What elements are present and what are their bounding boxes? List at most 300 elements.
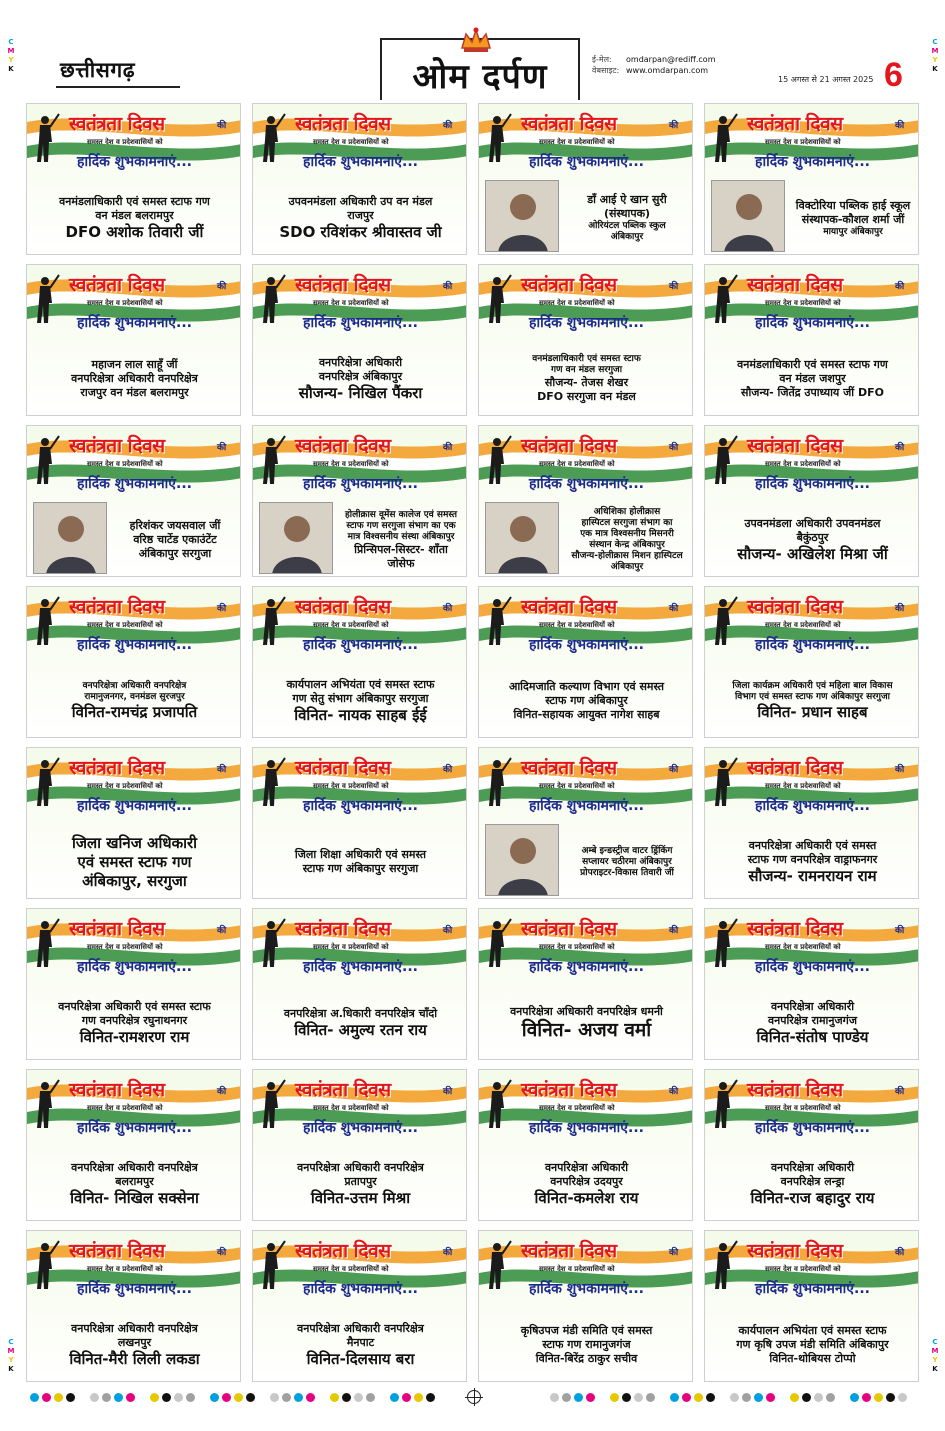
card-title: स्वतंत्रता दिवस — [69, 113, 165, 135]
card-title: स्वतंत्रता दिवस — [295, 1079, 391, 1101]
card-subtitle: समस्त देश व प्रदेशवासियों को — [539, 138, 615, 146]
cmyk-marker-top-right: C M Y K — [931, 38, 939, 73]
card-message-line: वनमंडलाधिकारी एवं समस्त स्टाफ गण — [737, 358, 888, 371]
card-message-line: सौजन्य- रामनरायन राम — [748, 866, 877, 885]
card-title-suffix: की — [895, 1087, 905, 1097]
card-message — [705, 343, 919, 415]
color-dot — [742, 1393, 751, 1402]
card-wish: हार्दिक शुभकामनाएं... — [303, 798, 418, 814]
card-title-suffix: की — [895, 443, 905, 453]
card-subtitle: समस्त देश व प्रदेशवासियों को — [313, 1265, 389, 1273]
card-subtitle: समस्त देश व प्रदेशवासियों को — [765, 943, 841, 951]
card-message-line: वनमंडलाधिकारी एवं समस्त स्टाफ गण — [59, 194, 210, 208]
card-message-line: विनित-राज बहादुर राय — [750, 1188, 875, 1207]
card-message-line: वनपरिक्षेत्रा अधिकारी वनपरिक्षेत्र — [71, 1160, 198, 1174]
card-title-suffix: की — [669, 121, 679, 131]
color-dot — [186, 1393, 195, 1402]
card-message-line: महाजन लाल साहूँ जीं — [91, 358, 178, 371]
card-message-line: गण सेतु संभाग अंबिकापुर सरगुजा — [292, 691, 429, 705]
card-message — [479, 343, 693, 415]
card-title-suffix: की — [669, 443, 679, 453]
card-message — [705, 826, 919, 898]
card-wish: हार्दिक शुभकामनाएं... — [755, 637, 870, 653]
card-subtitle: समस्त देश व प्रदेशवासियों को — [765, 299, 841, 307]
card-subtitle: समस्त देश व प्रदेशवासियों को — [765, 460, 841, 468]
card-title: स्वतंत्रता दिवस — [69, 596, 165, 618]
card-title: स्वतंत्रता दिवस — [521, 918, 617, 940]
card-title: स्वतंत्रता दिवस — [69, 1240, 165, 1262]
card-title-suffix: की — [443, 282, 453, 292]
color-dot — [610, 1393, 619, 1402]
card-message — [705, 1148, 919, 1220]
cmyk-marker-bottom-left: C M Y K — [7, 1338, 15, 1373]
card-title-suffix: की — [217, 1087, 227, 1097]
card-message — [27, 826, 241, 898]
card-message-line: वनपरिक्षेत्रा अधिकारी वनपरिक्षेत्र — [82, 680, 187, 691]
card-subtitle: समस्त देश व प्रदेशवासियों को — [765, 782, 841, 790]
card-title: स्वतंत्रता दिवस — [747, 596, 843, 618]
card-message-line: विनित-दिलसाय बरा — [306, 1349, 415, 1368]
greeting-card — [252, 747, 467, 899]
card-message-line: वनपरिक्षेत्र अंबिकापुर — [318, 369, 403, 383]
card-message — [27, 987, 241, 1059]
card-message-line: गण वनपरिक्षेत्र रघुनाथनगर — [81, 1013, 188, 1027]
card-title: स्वतंत्रता दिवस — [747, 435, 843, 457]
card-title-suffix: की — [217, 765, 227, 775]
card-title-suffix: की — [669, 1087, 679, 1097]
card-message-line: SDO रविशंकर श्रीवास्तव जी — [279, 222, 442, 241]
card-message-line: DFO सरगुजा वन मंडल — [537, 390, 636, 403]
card-subtitle: समस्त देश व प्रदेशवासियों को — [313, 299, 389, 307]
card-title-suffix: की — [443, 926, 453, 936]
state-name: छत्तीसगढ़ — [60, 58, 136, 82]
color-dot — [210, 1393, 219, 1402]
card-subtitle: समस्त देश व प्रदेशवासियों को — [87, 1265, 163, 1273]
card-subtitle: समस्त देश व प्रदेशवासियों को — [87, 138, 163, 146]
card-wish: हार्दिक शुभकामनाएं... — [77, 154, 192, 170]
card-title: स्वतंत्रता दिवस — [295, 435, 391, 457]
color-dot — [898, 1393, 907, 1402]
color-dot — [826, 1393, 835, 1402]
card-subtitle: समस्त देश व प्रदेशवासियों को — [539, 782, 615, 790]
color-dot — [306, 1393, 315, 1402]
color-dot — [886, 1393, 895, 1402]
card-message-line: जिला कार्यक्रम अधिकारी एवं महिला बाल विकास — [732, 680, 893, 691]
color-dot — [634, 1393, 643, 1402]
card-message-line: अंबिकापुर सरगुजा — [138, 547, 212, 560]
card-message-line: वनमंडलाधिकारी एवं समस्त स्टाफ — [532, 354, 641, 364]
card-title-suffix: की — [895, 121, 905, 131]
card-title: स्वतंत्रता दिवस — [521, 596, 617, 618]
card-message-line: राजपुर वन मंडल बलरामपुर — [80, 386, 189, 399]
card-wish: हार्दिक शुभकामनाएं... — [529, 476, 644, 492]
card-message-line: वनपरिक्षेत्रा अधिकारी एवं समस्त स्टाफ — [58, 999, 211, 1013]
color-dot — [102, 1393, 111, 1402]
card-message-line: वनपरिक्षेत्रा अधिकारी एवं समस्त — [748, 838, 877, 852]
greeting-card — [26, 747, 241, 899]
card-message-line: स्टाफ गण अंबिकापुर — [545, 694, 628, 707]
color-dot — [790, 1393, 799, 1402]
card-wish: हार्दिक शुभकामनाएं... — [755, 315, 870, 331]
greeting-card — [704, 586, 919, 738]
card-message-line: वनपरिक्षेत्र उदयपुर — [550, 1174, 623, 1188]
card-title-suffix: की — [443, 443, 453, 453]
crown-logo-icon — [456, 26, 496, 54]
card-message — [705, 504, 919, 576]
card-message — [253, 182, 467, 254]
card-subtitle: समस्त देश व प्रदेशवासियों को — [539, 1104, 615, 1112]
card-title: स्वतंत्रता दिवस — [747, 1240, 843, 1262]
card-message-line: कार्यपालन अभियंता एवं समस्त स्टाफ — [738, 1324, 887, 1337]
card-message-line: स्टाफ गण रामानुजगंज — [542, 1338, 631, 1351]
card-wish: हार्दिक शुभकामनाएं... — [529, 1120, 644, 1136]
color-dot — [402, 1393, 411, 1402]
card-title-suffix: की — [895, 282, 905, 292]
card-message-line: विनित-रामचंद्र प्रजापति — [71, 702, 198, 721]
card-message — [479, 1148, 693, 1220]
card-message-line: विनित- प्रधान साहब — [757, 702, 868, 721]
card-title-suffix: की — [669, 1248, 679, 1258]
card-message-line: विक्टोरिया पब्लिक हाई स्कूल — [795, 198, 911, 212]
greeting-card — [252, 425, 467, 577]
card-message-line: सौजन्य- तेजस शेखर — [544, 376, 629, 389]
card-subtitle: समस्त देश व प्रदेशवासियों को — [765, 621, 841, 629]
greeting-card — [26, 908, 241, 1060]
card-subtitle: समस्त देश व प्रदेशवासियों को — [87, 299, 163, 307]
card-message-line: सौजन्य- निखिल पैंकरा — [298, 383, 423, 402]
greeting-card — [252, 908, 467, 1060]
card-wish: हार्दिक शुभकामनाएं... — [303, 1281, 418, 1297]
card-message — [253, 987, 467, 1059]
card-message-line: स्टाफ गण वनपरिक्षेत्र वाड्राफनगर — [747, 852, 878, 866]
card-message-line: अम्बे इन्डस्ट्रीज वाटर ड्रिंकिंग — [581, 845, 673, 856]
card-message-line: वनपरिक्षेत्रा अधिकारी वनपरिक्षेत्र धमनी — [510, 1005, 663, 1018]
greeting-card — [26, 103, 241, 255]
card-message-line: विनित-बिरेंद्र ठाकुर सचीव — [535, 1352, 638, 1365]
card-message — [337, 504, 465, 576]
card-wish: हार्दिक शुभकामनाएं... — [529, 798, 644, 814]
card-wish: हार्दिक शुभकामनाएं... — [529, 637, 644, 653]
greeting-card — [26, 586, 241, 738]
card-message-line: बलरामपुर — [115, 1174, 154, 1188]
card-message-line: आदिमजाति कल्याण विभाग एवं समस्त — [508, 680, 665, 693]
color-dot — [366, 1393, 375, 1402]
card-message — [563, 504, 691, 576]
card-message-line: राजपुर — [347, 208, 374, 222]
card-message — [789, 182, 917, 254]
color-dot — [586, 1393, 595, 1402]
card-message — [253, 1309, 467, 1381]
card-message-line: वनपरिक्षेत्र लन्ड्रा — [780, 1174, 845, 1188]
color-dot — [730, 1393, 739, 1402]
card-subtitle: समस्त देश व प्रदेशवासियों को — [87, 460, 163, 468]
card-message-line: बैकुंठपुर — [796, 530, 829, 544]
card-message — [253, 665, 467, 737]
card-message-line: DFO अशोक तिवारी जीं — [65, 222, 204, 241]
card-message-line: वरिष्ठ चार्टेड एकाउंटेंट — [133, 533, 217, 546]
card-title: स्वतंत्रता दिवस — [747, 1079, 843, 1101]
card-wish: हार्दिक शुभकामनाएं... — [303, 154, 418, 170]
card-message — [27, 1309, 241, 1381]
color-dot — [150, 1393, 159, 1402]
card-message-line: स्टाफ गण सरगुजा संभाग का एक — [346, 520, 456, 531]
greeting-card — [252, 264, 467, 416]
color-dot — [574, 1393, 583, 1402]
card-message-line: अधिशिका होलीक्रास — [593, 507, 661, 517]
card-message — [253, 1148, 467, 1220]
card-title: स्वतंत्रता दिवस — [69, 274, 165, 296]
card-title-suffix: की — [443, 765, 453, 775]
card-wish: हार्दिक शुभकामनाएं... — [77, 798, 192, 814]
card-title: स्वतंत्रता दिवस — [69, 757, 165, 779]
card-message-line: स्टाफ गण अंबिकापुर सरगुजा — [302, 862, 419, 875]
card-message-line: (संस्थापक) — [603, 207, 651, 220]
email-label: ई-मेल: — [592, 55, 612, 64]
color-dot — [66, 1393, 75, 1402]
color-dot — [706, 1393, 715, 1402]
card-message-line: हास्पिटल सरगुजा संभाग का — [581, 518, 673, 528]
color-dot — [282, 1393, 291, 1402]
color-dot — [54, 1393, 63, 1402]
card-message — [27, 1148, 241, 1220]
email-address: omdarpan@rediff.com — [626, 55, 716, 64]
card-subtitle: समस्त देश व प्रदेशवासियों को — [539, 299, 615, 307]
card-message-line: उपवनमंडला अधिकारी उपवनमंडल — [744, 516, 881, 530]
card-subtitle: समस्त देश व प्रदेशवासियों को — [765, 1104, 841, 1112]
card-message — [563, 182, 691, 254]
greeting-card — [704, 908, 919, 1060]
color-dot — [42, 1393, 51, 1402]
card-subtitle: समस्त देश व प्रदेशवासियों को — [313, 138, 389, 146]
color-dot — [174, 1393, 183, 1402]
card-message-line: एक मात्र विश्वसनीय मिसनरी — [580, 529, 674, 539]
greeting-card — [704, 747, 919, 899]
card-title: स्वतंत्रता दिवस — [295, 918, 391, 940]
card-title: स्वतंत्रता दिवस — [69, 1079, 165, 1101]
color-dot — [390, 1393, 399, 1402]
card-title: स्वतंत्रता दिवस — [295, 757, 391, 779]
card-wish: हार्दिक शुभकामनाएं... — [303, 637, 418, 653]
card-wish: हार्दिक शुभकामनाएं... — [77, 959, 192, 975]
card-subtitle: समस्त देश व प्रदेशवासियों को — [313, 782, 389, 790]
card-title: स्वतंत्रता दिवस — [747, 274, 843, 296]
greeting-card — [704, 425, 919, 577]
card-message-line: विनित-मैरी लिली लकडा — [69, 1349, 200, 1368]
card-message-line: डाँ आई ऐ खान सुरी — [587, 193, 667, 206]
color-dot — [354, 1393, 363, 1402]
greeting-card — [704, 264, 919, 416]
card-subtitle: समस्त देश व प्रदेशवासियों को — [87, 1104, 163, 1112]
greeting-card — [478, 908, 693, 1060]
greeting-card — [252, 1230, 467, 1382]
card-title: स्वतंत्रता दिवस — [521, 1240, 617, 1262]
card-title: स्वतंत्रता दिवस — [295, 1240, 391, 1262]
card-wish: हार्दिक शुभकामनाएं... — [755, 1120, 870, 1136]
card-wish: हार्दिक शुभकामनाएं... — [303, 315, 418, 331]
card-title-suffix: की — [669, 765, 679, 775]
card-wish: हार्दिक शुभकामनाएं... — [303, 959, 418, 975]
cmyk-marker-top-left: C M Y K — [7, 38, 15, 73]
card-title-suffix: की — [217, 1248, 227, 1258]
color-dot — [670, 1393, 679, 1402]
card-title: स्वतंत्रता दिवस — [521, 274, 617, 296]
card-message-line: वन मंडल बलरामपुर — [95, 208, 174, 222]
greeting-card — [478, 425, 693, 577]
card-message-line: सप्लायर चठीरमा अंबिकापुर — [582, 856, 672, 867]
color-dot — [426, 1393, 435, 1402]
card-message-line: विनित-उत्तम मिश्रा — [310, 1188, 411, 1207]
card-message-line: ओरियंटल पब्लिक स्कुल — [588, 221, 666, 231]
card-photo — [711, 180, 785, 252]
card-subtitle: समस्त देश व प्रदेशवासियों को — [539, 460, 615, 468]
card-subtitle: समस्त देश व प्रदेशवासियों को — [313, 943, 389, 951]
card-title: स्वतंत्रता दिवस — [747, 113, 843, 135]
greeting-card — [26, 1230, 241, 1382]
card-title-suffix: की — [443, 121, 453, 131]
greeting-card — [478, 747, 693, 899]
card-title: स्वतंत्रता दिवस — [295, 274, 391, 296]
card-message — [479, 1309, 693, 1381]
card-message-line: प्रिन्सिपल-सिस्टर- शाँता जोसेफ — [354, 542, 448, 570]
card-message-line: संस्थापक-कौशल शर्मा जीं — [801, 212, 905, 226]
color-dot — [646, 1393, 655, 1402]
color-dot — [850, 1393, 859, 1402]
color-dot — [234, 1393, 243, 1402]
color-dot — [862, 1393, 871, 1402]
card-wish: हार्दिक शुभकामनाएं... — [77, 637, 192, 653]
card-title-suffix: की — [217, 121, 227, 131]
greeting-card — [478, 1069, 693, 1221]
card-message-line: विनित- अजय वर्मा — [521, 1019, 652, 1041]
contact-info — [592, 54, 715, 76]
card-message-line: विनित-थोबियस टोप्पो — [769, 1352, 856, 1365]
card-subtitle: समस्त देश व प्रदेशवासियों को — [313, 1104, 389, 1112]
state-underline — [56, 86, 180, 88]
card-wish: हार्दिक शुभकामनाएं... — [303, 1120, 418, 1136]
card-message-line: सौजन्य- अखिलेश मिश्रा जीं — [737, 544, 888, 563]
card-title: स्वतंत्रता दिवस — [295, 113, 391, 135]
card-message — [253, 343, 467, 415]
cmyk-marker-bottom-right: C M Y K — [931, 1338, 939, 1373]
card-title-suffix: की — [895, 1248, 905, 1258]
color-dot — [622, 1393, 631, 1402]
color-dot — [246, 1393, 255, 1402]
greeting-card — [26, 425, 241, 577]
color-dot — [766, 1393, 775, 1402]
card-title-suffix: की — [443, 604, 453, 614]
greeting-card — [478, 1230, 693, 1382]
color-dot — [162, 1393, 171, 1402]
card-message-line: वनपरिक्षेत्रा अधिकारी — [318, 355, 403, 369]
card-title: स्वतंत्रता दिवस — [69, 918, 165, 940]
card-message-line: जिला शिक्षा अधिकारी एवं समस्त — [294, 848, 427, 861]
card-message-line: सौजन्य-होलीक्रास मिशन हास्पिटल अंबिकापुर — [571, 551, 683, 572]
card-message — [27, 665, 241, 737]
greeting-card — [478, 586, 693, 738]
card-subtitle: समस्त देश व प्रदेशवासियों को — [765, 138, 841, 146]
card-message-line: अंबिकापुर — [610, 232, 644, 242]
color-dot — [694, 1393, 703, 1402]
card-title: स्वतंत्रता दिवस — [747, 757, 843, 779]
card-wish: हार्दिक शुभकामनाएं... — [755, 1281, 870, 1297]
card-message-line: उपवनमंडला अधिकारी उप वन मंडल — [288, 194, 433, 208]
color-dot — [682, 1393, 691, 1402]
issue-dates: 15 अगस्त से 21 अगस्त 2025 — [778, 75, 874, 84]
card-message-line: वनपरिक्षेत्रा अधिकारी वनपरिक्षेत्र — [71, 372, 198, 385]
card-message-line: सौजन्य- जितेंद्र उपाध्याय जीं DFO — [741, 386, 884, 399]
greeting-ad-grid — [26, 103, 919, 1388]
card-wish: हार्दिक शुभकामनाएं... — [77, 476, 192, 492]
card-title: स्वतंत्रता दिवस — [295, 596, 391, 618]
card-message-line: वनपरिक्षेत्रा अधिकारी वनपरिक्षेत्र — [71, 1321, 198, 1335]
card-wish: हार्दिक शुभकामनाएं... — [529, 959, 644, 975]
card-message-line: विभाग एवं समस्त स्टाफ गण अंबिकापुर सरगुजा — [734, 691, 891, 702]
card-message-line: प्रोपराइटर-विकास तिवारी जीं — [580, 867, 674, 878]
color-dot — [30, 1393, 39, 1402]
card-title-suffix: की — [443, 1248, 453, 1258]
color-dot — [550, 1393, 559, 1402]
color-dot — [126, 1393, 135, 1402]
card-title: स्वतंत्रता दिवस — [69, 435, 165, 457]
card-message-line: मात्र विश्वसनीय संस्था अंबिकापुर — [347, 531, 455, 542]
card-message-line: विनित-रामशरण राम — [79, 1027, 190, 1046]
card-title: स्वतंत्रता दिवस — [521, 757, 617, 779]
card-message-line: वनपरिक्षेत्र रामानुजगंज — [767, 1013, 857, 1027]
card-message-line: वनपरिक्षेत्रा अधिकारी — [544, 1160, 629, 1174]
card-message-line: गण वन मंडल सरगुजा — [550, 365, 623, 375]
greeting-card — [478, 264, 693, 416]
card-wish: हार्दिक शुभकामनाएं... — [755, 959, 870, 975]
card-title-suffix: की — [217, 604, 227, 614]
card-title: स्वतंत्रता दिवस — [521, 435, 617, 457]
card-photo — [485, 180, 559, 252]
card-message-line: जिला खनिज अधिकारी — [71, 833, 198, 852]
card-message-line: वनपरिक्षेत्रा अधिकारी — [770, 999, 855, 1013]
card-wish: हार्दिक शुभकामनाएं... — [755, 154, 870, 170]
card-message-line: वनपरिक्षेत्रा अधिकारी — [770, 1160, 855, 1174]
card-message-line: विनित-सहायक आयुक्त नागेश साहब — [513, 708, 660, 721]
card-message-line: रामानुजनगर, वनमंडल सुरजपुर — [84, 691, 185, 702]
registration-mark-icon — [467, 1390, 481, 1404]
card-message-line: हरिशंकर जयसवाल जीं — [129, 519, 221, 532]
card-title-suffix: की — [669, 282, 679, 292]
card-wish: हार्दिक शुभकामनाएं... — [755, 798, 870, 814]
card-subtitle: समस्त देश व प्रदेशवासियों को — [539, 1265, 615, 1273]
card-message — [479, 665, 693, 737]
card-message-line: विनित- नायक साहब ईई — [294, 705, 427, 724]
card-wish: हार्दिक शुभकामनाएं... — [529, 1281, 644, 1297]
card-subtitle: समस्त देश व प्रदेशवासियों को — [765, 1265, 841, 1273]
greeting-card — [26, 1069, 241, 1221]
card-title: स्वतंत्रता दिवस — [747, 918, 843, 940]
greeting-card — [704, 1230, 919, 1382]
card-wish: हार्दिक शुभकामनाएं... — [77, 1120, 192, 1136]
color-dot — [562, 1393, 571, 1402]
card-title: स्वतंत्रता दिवस — [521, 113, 617, 135]
color-dot — [114, 1393, 123, 1402]
card-wish: हार्दिक शुभकामनाएं... — [755, 476, 870, 492]
card-message-line: विनित- अमुल्य रतन राय — [294, 1020, 427, 1039]
card-subtitle: समस्त देश व प्रदेशवासियों को — [313, 460, 389, 468]
card-message-line: मैनपाट — [346, 1335, 375, 1349]
greeting-card — [704, 1069, 919, 1221]
color-dot — [414, 1393, 423, 1402]
card-title-suffix: की — [669, 926, 679, 936]
card-title-suffix: की — [217, 282, 227, 292]
color-dot — [270, 1393, 279, 1402]
card-message-line: कृषिउपज मंडी समिति एवं समस्त — [520, 1324, 653, 1337]
website-address: www.omdarpan.com — [626, 66, 709, 75]
